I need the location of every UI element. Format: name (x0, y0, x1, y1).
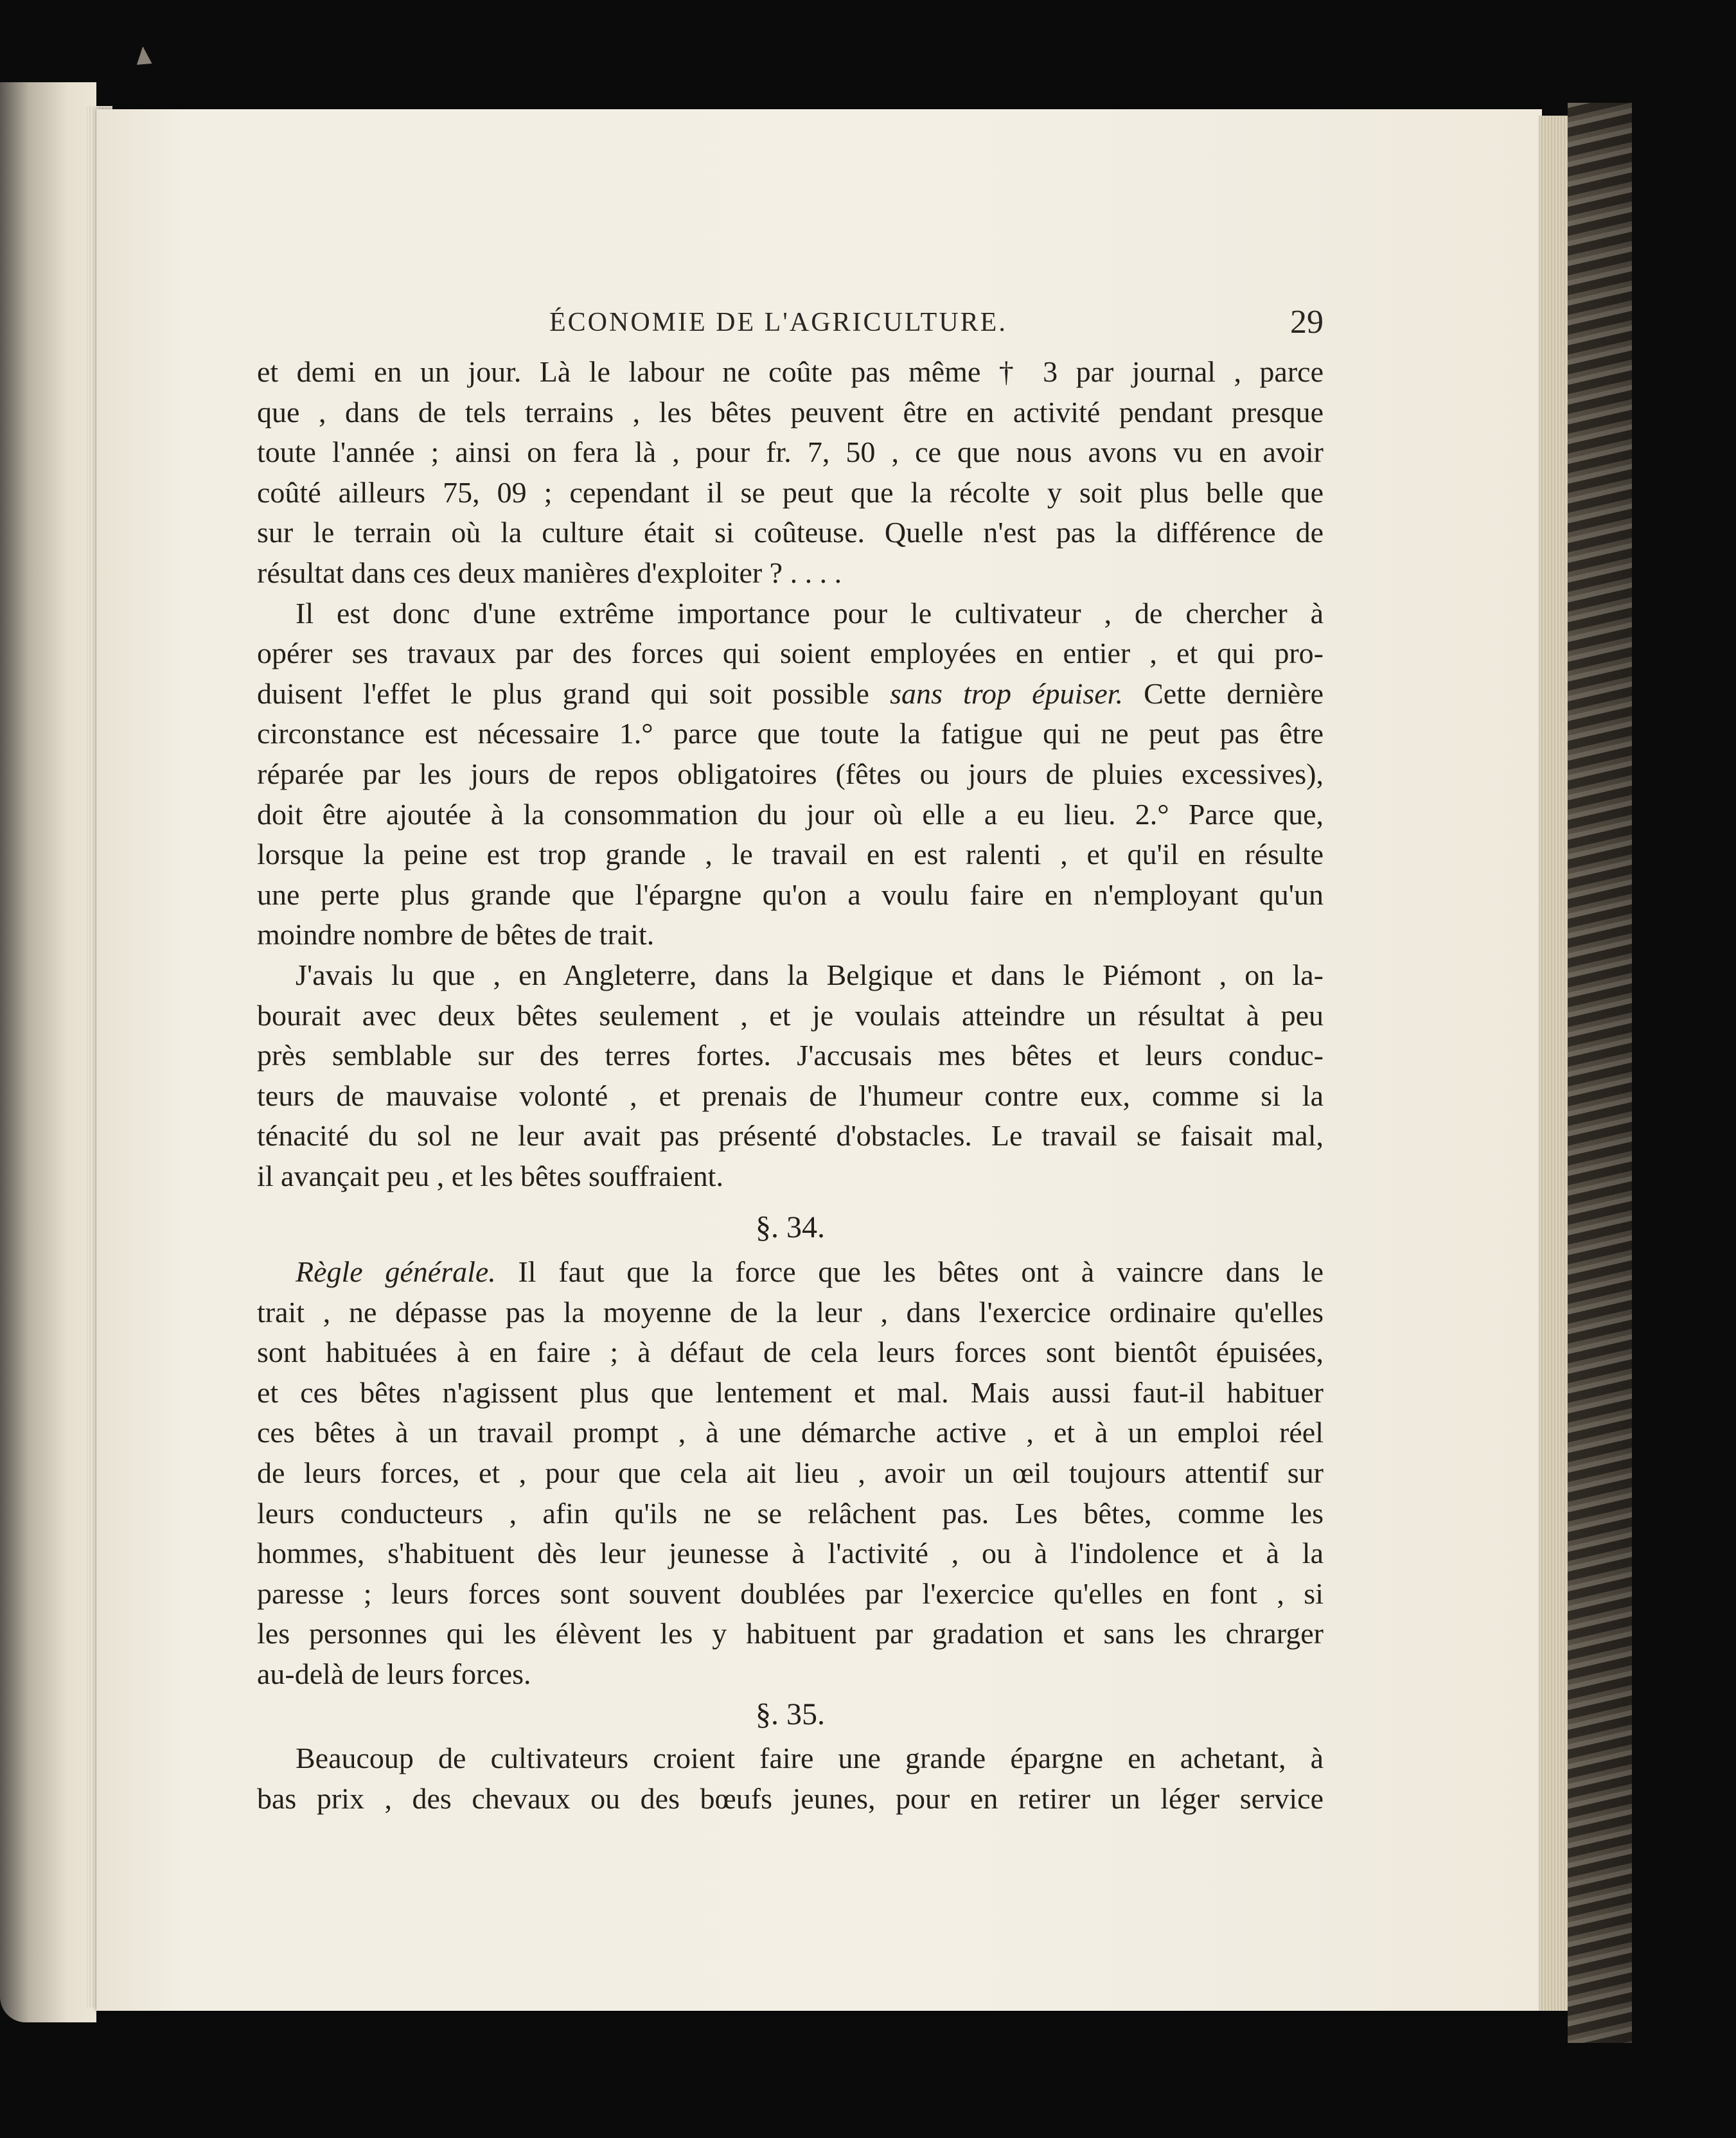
text-line: teurs de mauvaise volonté , et prenais de l'humeur contre eux, comme si la (257, 1079, 1324, 1112)
text-line: coûté ailleurs 75, 09 ; cependant il se peut que la récolte y soit plus belle que (257, 475, 1324, 509)
text-line: au-delà de leurs forces. (257, 1657, 531, 1690)
text-line: réparée par les jours de repos obligatoires (fêtes ou jours de pluies excessives), (257, 757, 1324, 790)
section-heading-34: §. 34. (756, 1210, 825, 1245)
text-line: bas prix , des chevaux ou des bœufs jeunes, pour en retirer un léger service (257, 1781, 1324, 1815)
text-line: résultat dans ces deux manières d'exploiter ? . . . . (257, 556, 842, 589)
text-line: toute l'année ; ainsi on fera là , pour fr. 7, 50 , ce que nous avons vu en avoir (257, 436, 1324, 469)
text-line: et ces bêtes n'agissent plus que lentement et mal. Mais aussi faut-il habituer (257, 1375, 1324, 1409)
text-line: il avançait peu , et les bêtes souffraient. (257, 1159, 723, 1192)
book-cover-marbled (1568, 103, 1632, 2043)
text-line: paresse ; leurs forces sont souvent doublées par l'exercice qu'elles en font , si (257, 1577, 1324, 1610)
text-line: ténacité du sol ne leur avait pas présenté d'obstacles. Le travail se faisait mal, (257, 1119, 1324, 1153)
text-line: Il est donc d'une extrême importance pour le cultivateur , de chercher à (296, 596, 1324, 630)
text-line: et demi en un jour. Là le labour ne coûte pas même † 3 par journal , parce (257, 355, 1324, 388)
paragraph-5 (257, 1738, 1324, 1819)
text-line: trait , ne dépasse pas la moyenne de la leur , dans l'exercice ordinaire qu'elles (257, 1295, 1324, 1329)
text-line: sur le terrain où la culture était si coûteuse. Quelle n'est pas la différence de (257, 516, 1324, 549)
text-line: sont habituées à en faire ; à défaut de cela leurs forces sont bientôt épuisées, (257, 1336, 1324, 1369)
italic-phrase: Règle générale. (296, 1255, 496, 1289)
text-line: leurs conducteurs , afin qu'ils ne se relâchent pas. Les bêtes, comme les (257, 1496, 1324, 1530)
text-line: lorsque la peine est trop grande , le travail en est ralenti , et qu'il en résulte (257, 838, 1324, 871)
text-line: les personnes qui les élèvent les y habituent par gradation et sans les chrarger (257, 1617, 1324, 1650)
text-line: hommes, s'habituent dès leur jeunesse à l'activité , ou à l'indolence et à la (257, 1537, 1324, 1570)
text-span: Il faut que la force que les bêtes ont à vaincre dans le (495, 1255, 1324, 1289)
text-line (257, 1252, 1324, 1293)
page-header (257, 304, 1324, 352)
paragraph-1 (257, 352, 1324, 594)
paragraph-4 (257, 1252, 1324, 1695)
text-line (257, 674, 1324, 714)
text-line: de leurs forces, et , pour que cela ait lieu , avoir un œil toujours attentif sur (257, 1456, 1324, 1490)
text-line: bourait avec deux bêtes seulement , et je voulais atteindre un résultat à peu (257, 998, 1324, 1032)
page-number: 29 (1290, 304, 1324, 340)
text-line: circonstance est nécessaire 1.° parce que toute la fatigue qui ne peut pas être (257, 717, 1324, 750)
text-line: doit être ajoutée à la consommation du jour où elle a eu lieu. 2.° Parce que, (257, 797, 1324, 831)
text-line: J'avais lu que , en Angleterre, dans la Belgique et dans le Piémont , on la- (296, 958, 1324, 991)
text-line: Beaucoup de cultivateurs croient faire une grande épargne en achetant, à (296, 1742, 1324, 1775)
paragraph-3 (257, 955, 1324, 1197)
text-line: moindre nombre de bêtes de trait. (257, 918, 655, 951)
text-span: Cette dernière (1122, 676, 1324, 710)
body-text (257, 352, 1324, 1819)
text-line: une perte plus grande que l'épargne qu'on a voulu faire en n'employant qu'un (257, 878, 1324, 911)
paragraph-2 (257, 594, 1324, 955)
text-line: ces bêtes à un travail prompt , à une démarche active , et à un emploi réel (257, 1416, 1324, 1449)
text-line: près semblable sur des terres fortes. J'accusais mes bêtes et leurs conduc- (257, 1039, 1324, 1072)
corner-tear-mark (131, 46, 156, 71)
left-page-edge (0, 82, 96, 2022)
section-heading-35: §. 35. (756, 1697, 825, 1731)
text-span: duisent l'effet le plus grand qui soit possible (257, 676, 890, 710)
italic-phrase: sans trop épuiser. (890, 676, 1123, 710)
running-title: ÉCONOMIE DE L'AGRICULTURE. (549, 308, 1007, 337)
text-line: que , dans de tels terrains , les bêtes peuvent être en activité pendant presque (257, 395, 1324, 428)
text-line: opérer ses travaux par des forces qui soient employées en entier , et qui pro- (257, 637, 1324, 670)
